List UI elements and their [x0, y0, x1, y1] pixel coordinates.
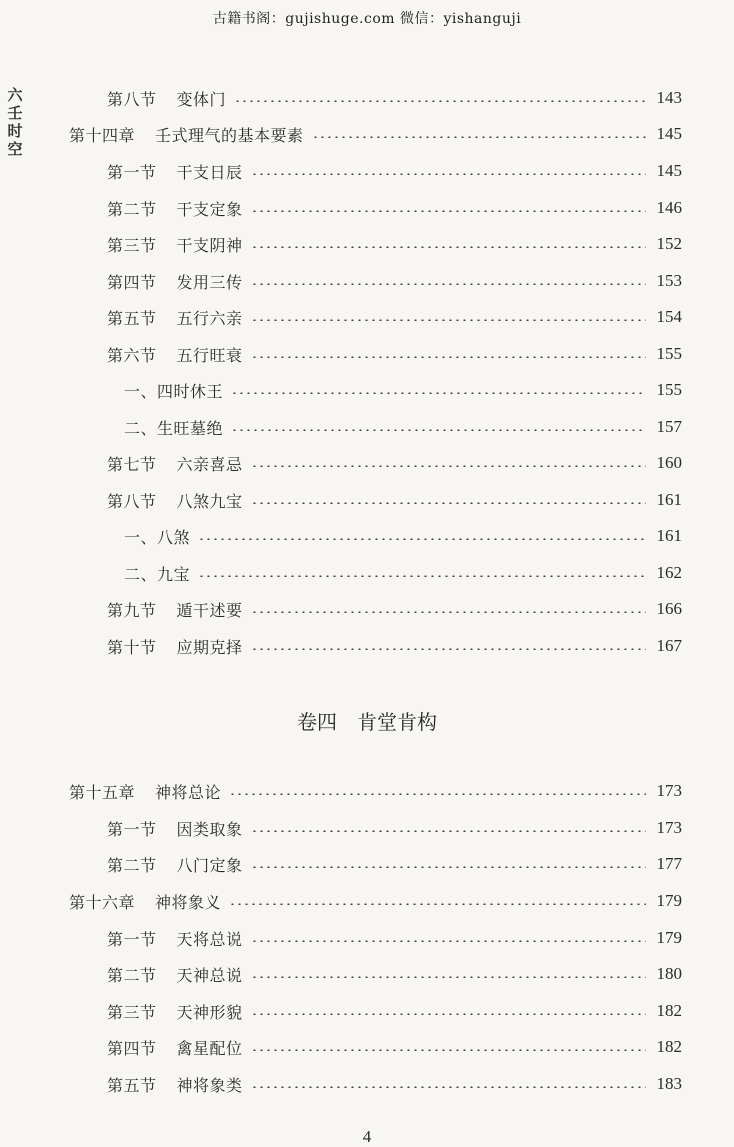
toc-entry-page: 161 [656, 490, 682, 509]
side-char: 空 [7, 140, 23, 158]
toc-leader-dots [251, 1086, 646, 1088]
toc-entry-page: 177 [656, 854, 682, 873]
toc-entry-label: 第四节 [107, 1038, 157, 1058]
toc-entry-title [107, 197, 243, 220]
toc-entry-label: 第三节 [107, 235, 157, 255]
toc-entry-chapter [69, 778, 682, 804]
toc-entry-section [107, 268, 682, 294]
page-header: 古籍书阁：gujishuge.com 微信：yishanguji [212, 11, 522, 27]
toc-leader-dots [251, 319, 646, 321]
toc-entry-label: 第二节 [107, 855, 157, 875]
toc-entry-title [107, 160, 243, 183]
toc-leader-dots [251, 465, 646, 467]
toc-entry-name: 天神总说 [176, 965, 243, 985]
toc-entry-name: 干支日辰 [176, 162, 243, 182]
toc-entry-sub [124, 560, 682, 586]
toc-entry-name: 八门定象 [176, 855, 243, 875]
toc-entry-page: 182 [656, 1001, 682, 1020]
toc-entry-title [107, 635, 243, 658]
toc-entry-label: 二、九宝 [124, 564, 191, 584]
toc-entry-section [107, 1034, 682, 1060]
toc-entry-name: 干支定象 [176, 199, 243, 219]
toc-entry-title [107, 306, 243, 329]
toc-entry-title [107, 1000, 243, 1023]
toc-entry-name: 发用三传 [176, 272, 243, 292]
toc-leader-dots [251, 866, 646, 868]
toc-entry-section [107, 231, 682, 257]
toc-entry-label: 第五节 [107, 1075, 157, 1095]
toc-entry-section [107, 487, 682, 513]
side-char: 六 [7, 86, 23, 104]
toc-entry-title [107, 233, 243, 256]
side-book-title [4, 86, 26, 158]
toc-entry-page: 179 [656, 928, 682, 947]
toc-entry-title [107, 927, 243, 950]
toc-entry-label: 第一节 [107, 929, 157, 949]
toc-entry-name: 壬式理气的基本要素 [155, 125, 304, 145]
toc-leader-dots [229, 903, 646, 905]
toc-entry-page: 161 [656, 526, 682, 545]
toc-leader-dots [231, 392, 646, 394]
toc-entry-label: 第一节 [107, 819, 157, 839]
toc-leader-dots [198, 575, 646, 577]
toc-entry-chapter [69, 121, 682, 147]
toc-entry-page: 167 [656, 636, 682, 655]
toc-entry-label: 二、生旺墓绝 [124, 418, 224, 438]
toc-entry-label: 第二节 [107, 965, 157, 985]
toc-leader-dots [251, 830, 646, 832]
toc-entry-page: 145 [656, 124, 682, 143]
side-char: 时 [7, 122, 23, 140]
toc-entry-title [107, 853, 243, 876]
toc-entry-label: 第八节 [107, 89, 157, 109]
toc-leader-dots [251, 356, 646, 358]
toc-entry-section [107, 304, 682, 330]
toc-entry-title [107, 87, 226, 110]
toc-leader-dots [251, 283, 646, 285]
toc-leader-dots [229, 793, 646, 795]
toc-entry-label: 第三节 [107, 1002, 157, 1022]
toc-entry-page: 154 [656, 307, 682, 326]
toc-entry-label: 第二节 [107, 199, 157, 219]
toc-entry-title [124, 379, 223, 402]
toc-leader-dots [251, 502, 646, 504]
toc-leader-dots [251, 1049, 646, 1051]
toc-leader-dots [251, 940, 646, 942]
toc-entry-name: 天将总说 [176, 929, 243, 949]
toc-leader-dots [198, 538, 646, 540]
toc-entry-label: 一、八煞 [124, 527, 191, 547]
toc-entry-section [107, 195, 682, 221]
toc-entry-page: 153 [656, 271, 682, 290]
toc-entry-chapter [69, 888, 682, 914]
toc-entry-page: 160 [656, 453, 682, 472]
toc-entry-title [107, 343, 243, 366]
toc-leader-dots [251, 648, 646, 650]
toc-entry-section [107, 851, 682, 877]
toc-entry-title [107, 963, 243, 986]
toc-entry-title [124, 525, 190, 548]
toc-leader-dots [251, 611, 646, 613]
toc-entry-title [107, 1036, 243, 1059]
toc-entry-title [124, 416, 223, 439]
toc-entry-label: 第十五章 [69, 782, 136, 802]
toc-entry-name: 因类取象 [176, 819, 243, 839]
toc-entry-page: 157 [656, 417, 682, 436]
toc-leader-dots [312, 136, 646, 138]
toc-entry-label: 第四节 [107, 272, 157, 292]
toc-entry-label: 第七节 [107, 454, 157, 474]
toc-entry-page: 146 [656, 198, 682, 217]
toc-entry-sub [124, 377, 682, 403]
toc-entry-page: 173 [656, 818, 682, 837]
toc-entry-title [107, 817, 243, 840]
toc-entry-title [124, 562, 190, 585]
toc-entry-label: 一、四时休王 [124, 381, 224, 401]
toc-entry-section [107, 596, 682, 622]
toc-entry-title [69, 780, 221, 803]
toc-entry-section [107, 450, 682, 476]
side-char: 壬 [7, 104, 23, 122]
toc-entry-page: 182 [656, 1037, 682, 1056]
toc-entry-name: 五行旺衰 [176, 345, 243, 365]
toc-entry-section [107, 158, 682, 184]
toc-entry-page: 162 [656, 563, 682, 582]
toc-entry-label: 第十节 [107, 637, 157, 657]
toc-entry-section [107, 998, 682, 1024]
toc-entry-title [69, 890, 221, 913]
toc-entry-page: 155 [656, 344, 682, 363]
toc-entry-page: 183 [656, 1074, 682, 1093]
toc-entry-label: 第十六章 [69, 892, 136, 912]
toc-entry-page: 145 [656, 161, 682, 180]
toc-entry-section [107, 815, 682, 841]
volume-title: 卷四 肯堂肯构 [297, 710, 437, 734]
toc-leader-dots [234, 100, 646, 102]
toc-entry-section [107, 925, 682, 951]
toc-entry-name: 八煞九宝 [176, 491, 243, 511]
toc-entry-label: 第九节 [107, 600, 157, 620]
toc-entry-title [107, 1073, 243, 1096]
toc-entry-name: 神将总论 [155, 782, 222, 802]
toc-entry-name: 禽星配位 [176, 1038, 243, 1058]
toc-entry-label: 第十四章 [69, 125, 136, 145]
toc-entry-page: 179 [656, 891, 682, 910]
toc-entry-name: 天神形貌 [176, 1002, 243, 1022]
toc-entry-sub [124, 414, 682, 440]
toc-entry-page: 173 [656, 781, 682, 800]
toc-entry-page: 155 [656, 380, 682, 399]
toc-entry-name: 变体门 [176, 89, 227, 109]
toc-entry-label: 第八节 [107, 491, 157, 511]
toc-leader-dots [251, 173, 646, 175]
toc-entry-sub [124, 523, 682, 549]
toc-entry-page: 152 [656, 234, 682, 253]
toc-leader-dots [231, 429, 646, 431]
toc-entry-label: 第一节 [107, 162, 157, 182]
toc-entry-page: 143 [656, 88, 682, 107]
toc-leader-dots [251, 1013, 646, 1015]
toc-entry-name: 干支阴神 [176, 235, 243, 255]
toc-entry-section [107, 961, 682, 987]
toc-leader-dots [251, 210, 646, 212]
toc-entry-title [107, 489, 243, 512]
toc-entry-section [107, 341, 682, 367]
toc-entry-label: 第六节 [107, 345, 157, 365]
toc-entry-page: 166 [656, 599, 682, 618]
toc-leader-dots [251, 976, 646, 978]
toc-entry-label: 第五节 [107, 308, 157, 328]
toc-entry-section [107, 633, 682, 659]
toc-entry-name: 神将象类 [176, 1075, 243, 1095]
toc-entry-name: 五行六亲 [176, 308, 243, 328]
toc-entry-name: 六亲喜忌 [176, 454, 243, 474]
toc-entry-title [107, 598, 243, 621]
toc-entry-title [107, 452, 243, 475]
toc-entry-title [69, 123, 304, 146]
toc-entry-page: 180 [656, 964, 682, 983]
toc-entry-name: 神将象义 [155, 892, 222, 912]
toc-entry-name: 应期克择 [176, 637, 243, 657]
toc-entry-name: 遁干述要 [176, 600, 243, 620]
toc-entry-section [107, 85, 682, 111]
page-number: 4 [362, 1127, 372, 1146]
toc-entry-title [107, 270, 243, 293]
toc-entry-section [107, 1071, 682, 1097]
toc-leader-dots [251, 246, 646, 248]
